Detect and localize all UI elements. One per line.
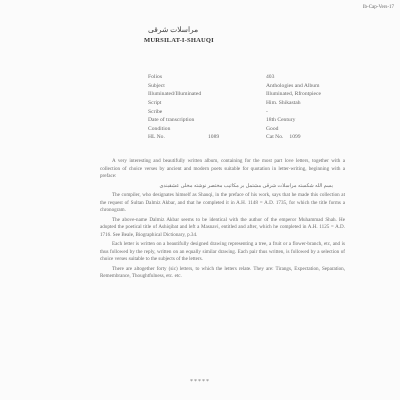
meta-row-scribe [148,107,368,116]
title-english: MURSILAT-I-SHAUQI [144,37,214,44]
meta-row-hl-no [148,133,368,142]
meta-row-script [148,99,368,108]
meta-key-secondary: Cat No. [266,134,284,141]
meta-value: Anthologies and Album [266,82,320,89]
meta-value: 18th Century [266,117,296,124]
paragraph: The above-name Dalmiz Akbar seems to be identical with the author of the emperor Muhammad Shah. He adopted the poetical title of Ashiqibat and left a Masnavi, entitled and after, which he completed in A.H. 1125 = A.D. 1716. See Beale, Biographical Dictionary, p.34. [100,216,345,238]
meta-row-date [148,116,368,125]
meta-row-illuminated [148,90,368,99]
paragraph: There are altogether forty (sic) letters, to which the letters relate. They are: Tirangs, Expectation, Separation, Remembrance, Thoughtfulness, etc. etc. [100,265,345,280]
metadata-table [148,73,368,142]
meta-row-folios [148,73,368,82]
meta-value: 1089 [208,134,220,141]
arabic-preface-line: بسم الله شکسته مراسلات شرقی مشتمل بر مکاتیب مختصر نوشته مخلی عشقبندی [159,182,333,189]
meta-value-secondary: 1099 [289,134,301,141]
meta-key: Script [148,100,162,107]
meta-key: HL No. [148,134,165,141]
meta-key: Subject [148,82,165,89]
meta-key: Illuminated/Illuminated [148,91,202,98]
meta-key: Condition [148,125,171,132]
meta-value: Him. Shikastah [266,100,301,107]
meta-value: Good [266,125,279,132]
meta-row-subject [148,82,368,91]
paragraph: Each letter is written on a beautifully designed drawing representing a tree, a fruit or a flower-branch, etc, and is thus followed by the reply, written on an equally similar drawing. Each pair thus written, is followed by a selection of choice verses suitable to the subjects of the letters. [100,241,345,263]
meta-key: Date of transcription [148,117,195,124]
meta-value: Illuminated, Rfrontpiece [266,91,321,98]
paragraph: The compiler, who designates himself as Shauqi, in the preface of his work, says that he made this collection at the request of Sultan Dalmiz Akbar, and that he completed it in A.H. 1148 = A.D. 1735, for which the title forms a chronogram. [100,191,345,214]
page-reference: Ib-Cap-Vers-17 [362,5,394,10]
title-arabic: مراسلات شرقی [148,25,199,34]
meta-row-condition [148,125,368,134]
paragraph: A very interesting and beautifully written album, containing for the most part love letters, together with a collection of choice verses by ancient and modern poets suitable for quotation in letter-writing, beginning with a preface: [100,158,345,180]
meta-value: 403 [266,74,275,81]
description-body [100,158,345,283]
end-mark: ***** [190,379,210,385]
meta-key: Folios [148,74,162,81]
meta-value: - [266,108,268,115]
meta-key: Scribe [148,108,163,115]
